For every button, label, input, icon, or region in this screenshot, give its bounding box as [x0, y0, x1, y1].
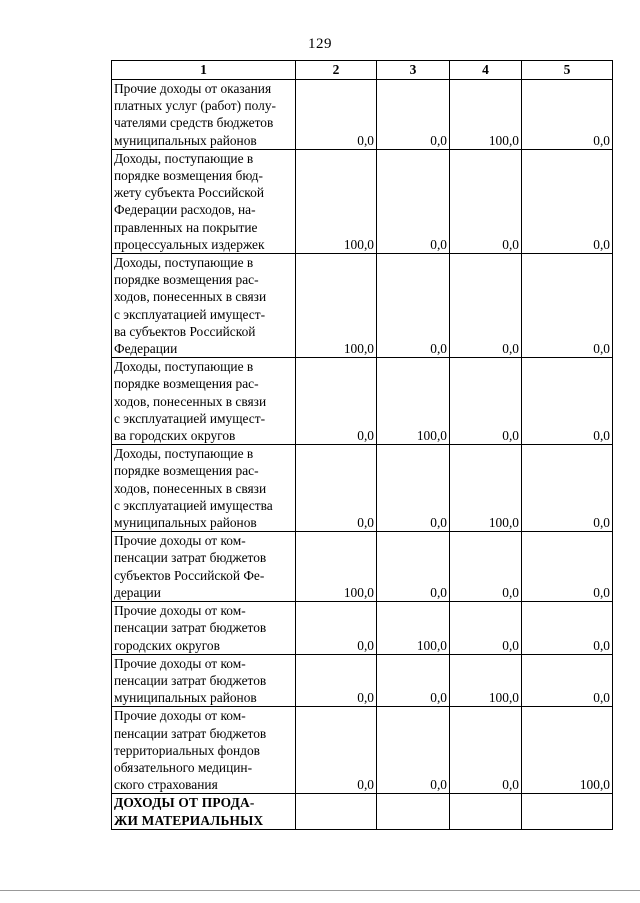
row-label-line: ДОХОДЫ ОТ ПРОДА- — [114, 795, 255, 811]
row-label-line: пенсации затрат бюджетов — [114, 725, 267, 741]
row-label-line: порядке возмещения бюд- — [114, 168, 263, 184]
row-label-line: ходов, понесенных в связи — [114, 289, 267, 305]
row-label — [112, 602, 296, 655]
row-label-line: порядке возмещения рас- — [114, 376, 259, 392]
value-cell-col-2: 0,0 — [296, 445, 377, 532]
table-row — [112, 80, 613, 150]
row-label-line: правленных на покрытие — [114, 219, 258, 235]
table-row — [112, 532, 613, 602]
row-label-line: с эксплуатацией имущест- — [114, 306, 266, 322]
value-cell-col-2: 0,0 — [296, 707, 377, 794]
row-label-line: городских округов — [114, 637, 220, 653]
value-cell-col-4: 0,0 — [450, 602, 522, 655]
table-row — [112, 707, 613, 794]
row-label — [112, 254, 296, 358]
row-label — [112, 149, 296, 253]
row-label-line: Прочие доходы от оказания — [114, 81, 272, 96]
value-cell-col-5: 100,0 — [522, 707, 613, 794]
revenue-table — [111, 60, 613, 830]
value-cell-col-4: 100,0 — [450, 654, 522, 707]
row-label-line: Доходы, поступающие в — [114, 359, 254, 375]
row-label — [112, 707, 296, 794]
row-label — [112, 532, 296, 602]
row-label-line: ва субъектов Российской — [114, 323, 256, 339]
row-label-line: Федерации расходов, на- — [114, 202, 256, 218]
table-row — [112, 602, 613, 655]
table-header-row — [112, 61, 613, 80]
table-row — [112, 358, 613, 445]
value-cell-col-2: 100,0 — [296, 149, 377, 253]
value-cell-col-4: 0,0 — [450, 358, 522, 445]
value-cell-col-2: 0,0 — [296, 654, 377, 707]
page-bottom-rule — [0, 890, 640, 891]
value-cell-col-2: 0,0 — [296, 602, 377, 655]
row-label-line: пенсации затрат бюджетов — [114, 672, 267, 688]
row-label-line: муниципальных районов — [114, 132, 257, 148]
column-header-4: 4 — [450, 61, 522, 80]
value-cell-col-4 — [450, 794, 522, 829]
column-header-5: 5 — [522, 61, 613, 80]
row-label-line: ходов, понесенных в связи — [114, 393, 267, 409]
row-label-line: ЖИ МАТЕРИАЛЬНЫХ — [114, 812, 264, 828]
row-label-line: Доходы, поступающие в — [114, 150, 254, 166]
row-label-line: обязательного медицин- — [114, 759, 253, 775]
row-label-line: порядке возмещения рас- — [114, 272, 259, 288]
value-cell-col-3: 0,0 — [377, 654, 450, 707]
value-cell-col-5: 0,0 — [522, 149, 613, 253]
page-number: 129 — [308, 36, 332, 52]
row-label-line: процессуальных издержек — [114, 236, 265, 252]
column-header-3: 3 — [377, 61, 450, 80]
value-cell-col-5: 0,0 — [522, 445, 613, 532]
value-cell-col-3: 0,0 — [377, 532, 450, 602]
value-cell-col-2: 0,0 — [296, 358, 377, 445]
value-cell-col-4: 0,0 — [450, 149, 522, 253]
value-cell-col-5: 0,0 — [522, 358, 613, 445]
value-cell-col-3: 0,0 — [377, 149, 450, 253]
row-label-line: с эксплуатацией имущества — [114, 497, 273, 513]
value-cell-col-3 — [377, 794, 450, 829]
value-cell-col-4: 100,0 — [450, 445, 522, 532]
value-cell-col-3: 100,0 — [377, 602, 450, 655]
value-cell-col-3: 100,0 — [377, 358, 450, 445]
value-cell-col-4: 0,0 — [450, 254, 522, 358]
row-label-line: пенсации затрат бюджетов — [114, 550, 267, 566]
row-label — [112, 445, 296, 532]
row-label-line: платных услуг (работ) полу- — [114, 98, 276, 114]
value-cell-col-3: 0,0 — [377, 707, 450, 794]
row-label — [112, 358, 296, 445]
row-label-line: жету субъекта Российской — [114, 185, 264, 201]
table-row — [112, 445, 613, 532]
value-cell-col-4: 100,0 — [450, 80, 522, 150]
row-label-line: муниципальных районов — [114, 515, 257, 531]
row-label-line: порядке возмещения рас- — [114, 463, 259, 479]
row-label-line: ва городских округов — [114, 428, 236, 444]
value-cell-col-5: 0,0 — [522, 254, 613, 358]
row-label-line: территориальных фондов — [114, 742, 261, 758]
row-label — [112, 794, 296, 829]
row-label — [112, 80, 296, 150]
value-cell-col-2: 100,0 — [296, 532, 377, 602]
value-cell-col-3: 0,0 — [377, 254, 450, 358]
table-row — [112, 254, 613, 358]
row-label-line: Прочие доходы от ком- — [114, 533, 246, 549]
row-label-line: пенсации затрат бюджетов — [114, 620, 267, 636]
row-label-line: Прочие доходы от ком- — [114, 603, 246, 619]
row-label-line: муниципальных районов — [114, 690, 257, 706]
value-cell-col-2 — [296, 794, 377, 829]
table-row — [112, 654, 613, 707]
column-header-1: 1 — [112, 61, 296, 80]
row-label-line: с эксплуатацией имущест- — [114, 410, 266, 426]
row-label-line: ходов, понесенных в связи — [114, 480, 267, 496]
row-label-line: дерации — [114, 584, 161, 600]
row-label-line: чателями средств бюджетов — [114, 115, 274, 131]
row-label-line: Доходы, поступающие в — [114, 446, 254, 462]
value-cell-col-5 — [522, 794, 613, 829]
row-label-line: Прочие доходы от ком- — [114, 708, 246, 724]
row-label-line: Прочие доходы от ком- — [114, 655, 246, 671]
table-row — [112, 149, 613, 253]
value-cell-col-5: 0,0 — [522, 654, 613, 707]
table-row — [112, 794, 613, 829]
value-cell-col-5: 0,0 — [522, 532, 613, 602]
value-cell-col-4: 0,0 — [450, 707, 522, 794]
value-cell-col-3: 0,0 — [377, 80, 450, 150]
value-cell-col-3: 0,0 — [377, 445, 450, 532]
column-header-2: 2 — [296, 61, 377, 80]
value-cell-col-2: 100,0 — [296, 254, 377, 358]
row-label-line: Доходы, поступающие в — [114, 255, 254, 271]
value-cell-col-4: 0,0 — [450, 532, 522, 602]
value-cell-col-5: 0,0 — [522, 80, 613, 150]
row-label — [112, 654, 296, 707]
row-label-line: Федерации — [114, 341, 178, 357]
value-cell-col-5: 0,0 — [522, 602, 613, 655]
row-label-line: ского страхования — [114, 777, 218, 793]
value-cell-col-2: 0,0 — [296, 80, 377, 150]
row-label-line: субъектов Российской Фе- — [114, 567, 265, 583]
